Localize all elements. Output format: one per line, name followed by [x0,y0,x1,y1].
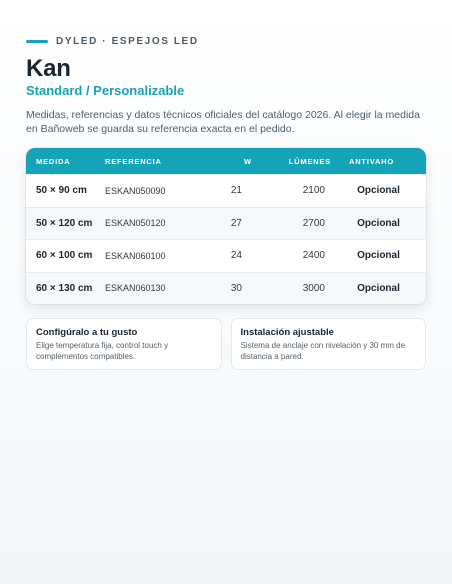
cell-referencia: ESKAN050090 [105,185,166,196]
feature-cards [26,318,426,370]
cell-w: 30 [230,282,242,294]
feature-card-title: Configúralo a tu gusto [36,327,138,338]
cell-referencia: ESKAN060100 [105,250,166,261]
cell-w: 24 [230,250,242,262]
cell-antivaho: Opcional [357,185,400,197]
specs-table [26,148,426,304]
cell-medida: 50 × 120 cm [36,217,93,229]
page-title: Kan [26,55,71,82]
cell-lumenes: 2100 [302,185,325,197]
feature-card-text: Sistema de anclaje con nivelación y 30 mm de distancia a pared. [240,341,406,361]
cell-referencia: ESKAN060130 [105,283,166,294]
eyebrow-accent-line [26,40,48,43]
feature-card-title: Instalación ajustable [240,327,334,338]
table-row [26,272,426,305]
cell-referencia: ESKAN050120 [105,218,166,229]
feature-card-configure [26,318,222,370]
header-w: W [244,156,252,166]
feature-card-installation [231,318,427,370]
table-row [26,174,426,207]
page-description: Medidas, referencias y datos técnicos oficiales del catálogo 2026. Al elegir la medida en Bañoweb se guarda su referencia exacta en el pedido. [26,109,420,135]
table-header [26,148,426,174]
cell-antivaho: Opcional [357,217,400,229]
header-medida: MEDIDA [36,156,71,166]
header-antivaho: ANTIVAHO [349,156,395,166]
feature-card-text: Elige temperatura fija, control touch y complementos compatibles. [36,341,169,361]
table-row [26,207,426,240]
cell-lumenes: 2400 [302,250,325,262]
cell-medida: 50 × 90 cm [36,185,87,197]
cell-lumenes: 2700 [302,217,325,229]
cell-antivaho: Opcional [357,282,400,294]
cell-w: 21 [230,185,242,197]
header-referencia: REFERENCIA [105,156,162,166]
page-subtitle: Standard / Personalizable [26,83,185,98]
cell-medida: 60 × 130 cm [36,282,93,294]
header-lumenes: LÚMENES [288,156,331,166]
table-row [26,239,426,272]
eyebrow [26,36,199,47]
cell-antivaho: Opcional [357,250,400,262]
cell-w: 27 [230,217,242,229]
cell-lumenes: 3000 [302,282,325,294]
eyebrow-text: DYLED · ESPEJOS LED [56,36,199,47]
cell-medida: 60 × 100 cm [36,250,93,262]
